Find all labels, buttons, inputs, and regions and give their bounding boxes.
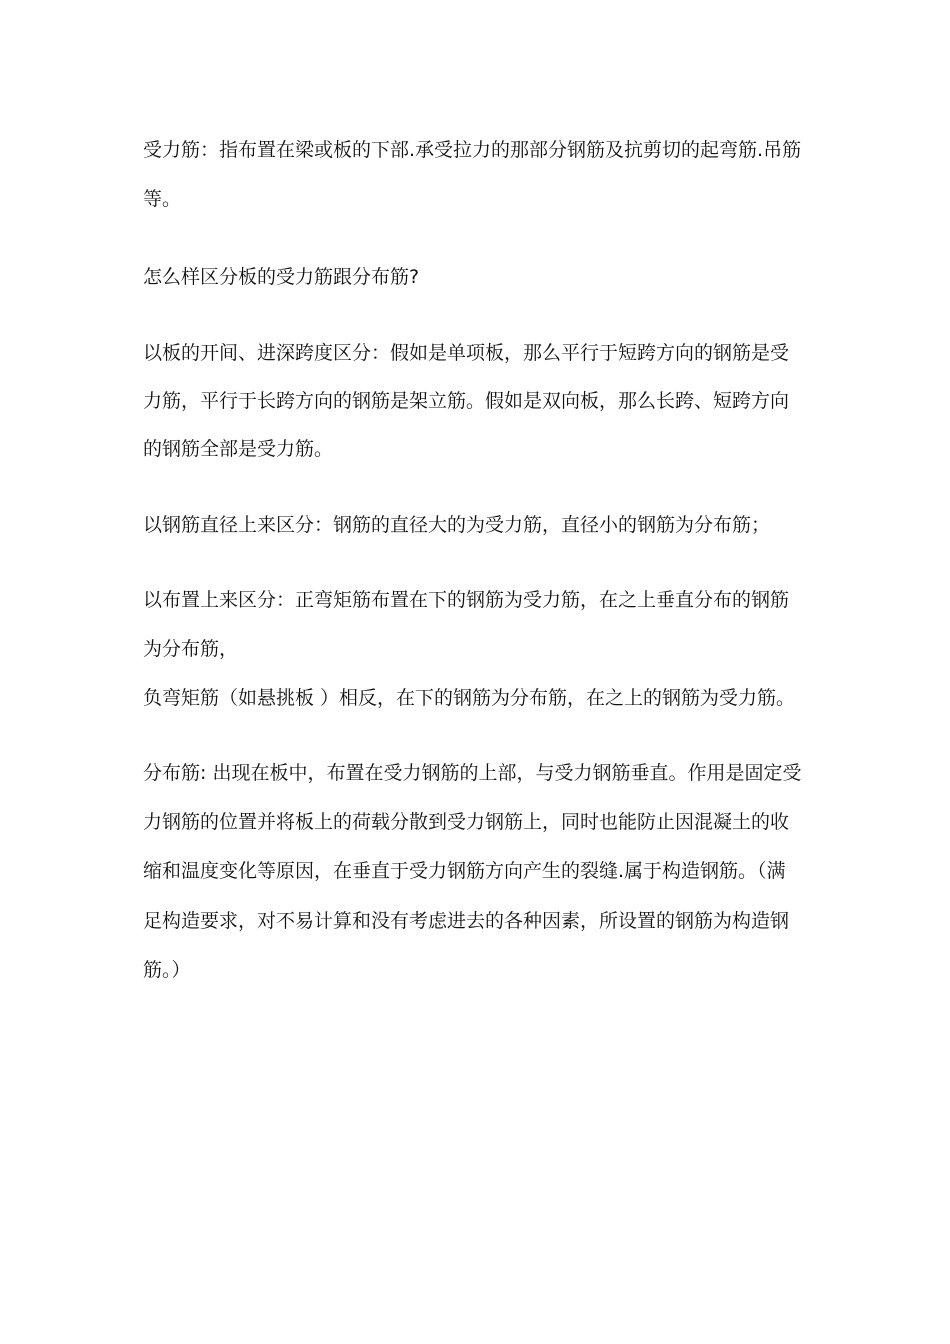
paragraph-3-line-2: 力筋，平行于长跨方向的钢筋是架立筋。假如是双向板，那么长跨、短跨方向 (143, 390, 790, 412)
paragraph-6-line-3: 缩和温度变化等原因，在垂直于受力钢筋方向产生的裂缝.属于构造钢筋。（满 (143, 860, 786, 882)
paragraph-6-line-2: 力钢筋的位置并将板上的荷载分散到受力钢筋上，同时也能防止因混凝土的收 (143, 811, 790, 833)
paragraph-1-line-2: 等。 (143, 188, 182, 210)
paragraph-5-line-2: 为分布筋， (143, 638, 239, 660)
paragraph-6-line-4: 足构造要求，对不易计算和没有考虑进去的各种因素，所设置的钢筋为构造钢 (143, 910, 790, 932)
paragraph-2-line-1: 怎么样区分板的受力筋跟分布筋? (143, 266, 420, 288)
paragraph-5-line-1: 以布置上来区分：正弯矩筋布置在下的钢筋为受力筋，在之上垂直分布的钢筋 (143, 589, 790, 611)
paragraph-6-line-1: 分布筋: 出现在板中，布置在受力钢筋的上部，与受力钢筋垂直。作用是固定受 (143, 762, 802, 784)
paragraph-6-line-5: 筋。） (143, 959, 191, 981)
paragraph-3-line-1: 以板的开间、进深跨度区分：假如是单项板，那么平行于短跨方向的钢筋是受 (143, 342, 790, 364)
paragraph-4-line-1: 以钢筋直径上来区分：钢筋的直径大的为受力筋，直径小的钢筋为分布筋； (143, 514, 771, 536)
paragraph-3-line-3: 的钢筋全部是受力筋。 (143, 438, 334, 460)
paragraph-5-line-3: 负弯矩筋（如悬挑板 ）相反，在下的钢筋为分布筋，在之上的钢筋为受力筋。 (143, 687, 796, 709)
paragraph-1-line-1: 受力筋：指布置在梁或板的下部.承受拉力的那部分钢筋及抗剪切的起弯筋.吊筋 (143, 139, 802, 161)
